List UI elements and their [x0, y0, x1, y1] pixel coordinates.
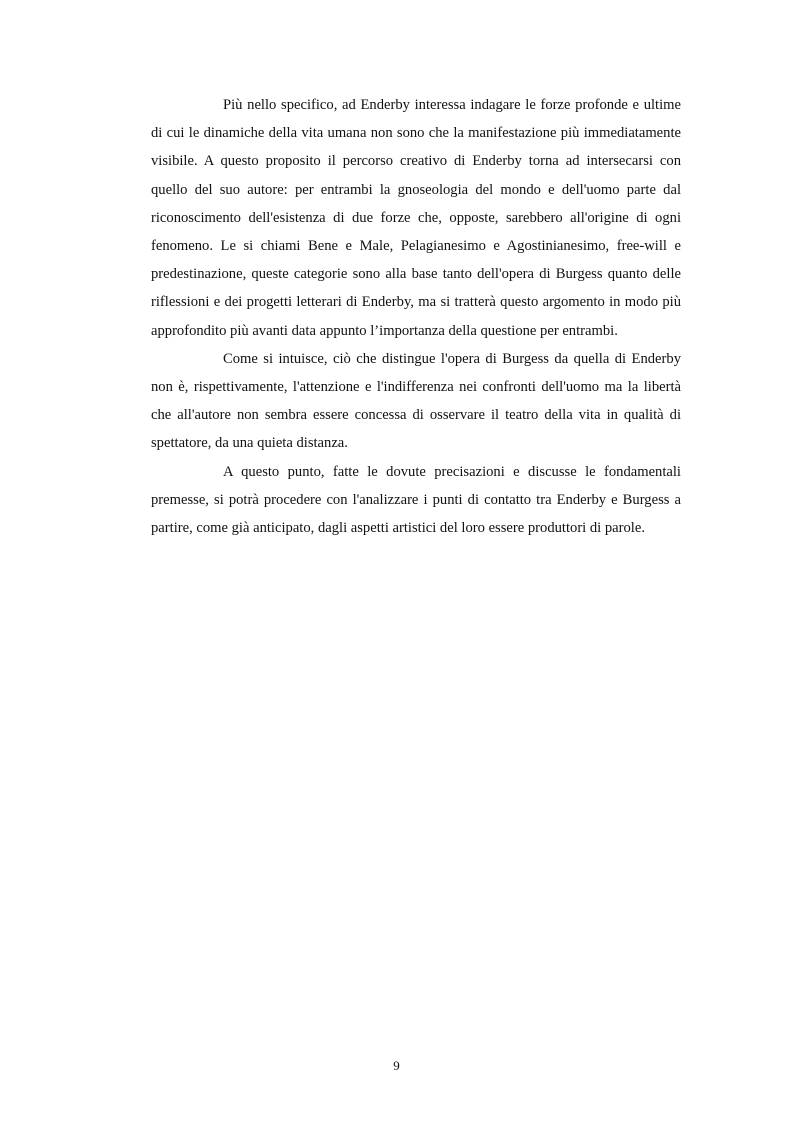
paragraph-1: Più nello specifico, ad Enderby interessa indagare le forze profonde e ultime di cui le dinamiche della vita umana non sono che la manifestazione più immediatamente visibile. A questo proposito il percorso creativo di Enderby torna ad intersecarsi con quello del suo autore: per entrambi la gnoseologia del mondo e dell'uomo parte dal riconoscimento dell'esistenza di due forze che, opposte, sarebbero all'origine di ogni fenomeno. Le si chiami Bene e Male, Pelagianesimo e Agostinianesimo, free-will e predestinazione, queste categorie sono alla base tanto dell'opera di Burgess quanto delle riflessioni e dei progetti letterari di Enderby, ma si tratterà questo argomento in modo più approfondito più avanti data appunto l’importanza della questione per entrambi.: [151, 97, 681, 339]
page-number: 9: [393, 1058, 400, 1073]
body-text: [151, 91, 681, 542]
paragraph-2: Come si intuisce, ciò che distingue l'opera di Burgess da quella di Enderby non è, rispettivamente, l'attenzione e l'indifferenza nei confronti dell'uomo ma la libertà che all'autore non sembra essere concessa di osservare il teatro della vita in qualità di spettatore, da una quieta distanza.: [151, 350, 681, 452]
paragraph-3: A questo punto, fatte le dovute precisazioni e discusse le fondamentali premesse, si potrà procedere con l'analizzare i punti di contatto tra Enderby e Burgess a partire, come già anticipato, dagli aspetti artistici del loro essere produttori di parole.: [151, 463, 681, 537]
